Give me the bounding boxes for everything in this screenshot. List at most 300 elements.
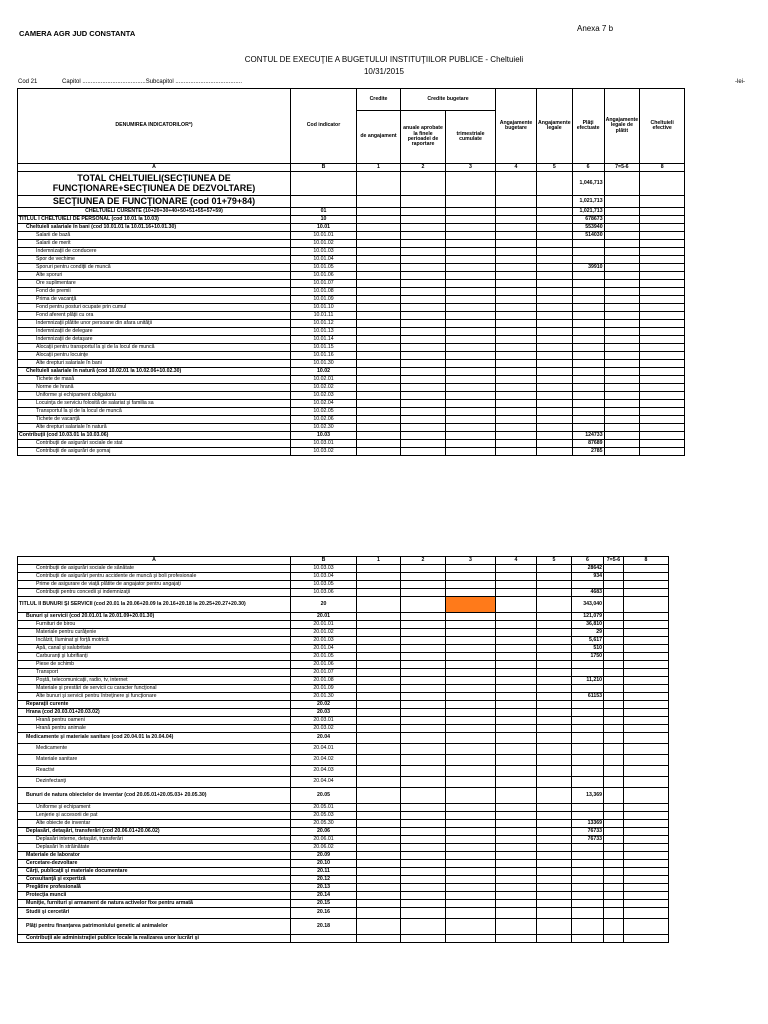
empty-cell <box>604 336 640 344</box>
indicator-name: SECŢIUNEA DE FUNCŢIONARE (cod 01+79+84) <box>18 196 291 208</box>
indicator-name: Consultanţă şi expertiză <box>18 876 291 884</box>
report-date: 10/31/2015 <box>363 67 405 76</box>
indicator-name: Prima de vacanţă <box>18 296 291 304</box>
table-row <box>18 629 669 637</box>
payments-cell <box>572 717 604 725</box>
empty-cell <box>604 876 624 884</box>
empty-cell <box>640 208 685 216</box>
payments-cell <box>572 248 604 256</box>
empty-cell <box>357 232 401 240</box>
table-row <box>18 661 669 669</box>
indicator-code: 10.03.05 <box>291 581 357 589</box>
empty-cell <box>604 613 624 621</box>
payments-cell: 5,617 <box>572 637 604 645</box>
indicator-name: Uniforme şi echipament obligatoriu <box>18 392 291 400</box>
indicator-name: Studii şi cercetări <box>18 908 291 919</box>
empty-cell <box>537 280 573 288</box>
empty-cell <box>446 208 496 216</box>
empty-cell <box>604 661 624 669</box>
empty-cell <box>446 661 496 669</box>
empty-cell <box>604 392 640 400</box>
indicator-name: TOTAL CHELTUIELI(SECŢIUNEA DE FUNCŢIONARE+SECŢIUNEA DE DEZVOLTARE) <box>18 172 291 196</box>
empty-cell <box>604 376 640 384</box>
empty-cell <box>496 755 537 766</box>
empty-cell <box>537 440 573 448</box>
payments-cell: 1,021,713 <box>572 196 604 208</box>
table-row <box>18 725 669 733</box>
table-row <box>18 621 669 629</box>
indicator-name: Transportul la şi de la locul de muncă <box>18 408 291 416</box>
empty-cell <box>357 384 401 392</box>
empty-cell <box>624 777 669 788</box>
table-row <box>18 408 685 416</box>
empty-cell <box>446 360 496 368</box>
payments-cell <box>572 280 604 288</box>
empty-cell <box>624 669 669 677</box>
table-row <box>18 669 669 677</box>
table-row <box>18 677 669 685</box>
empty-cell <box>624 589 669 597</box>
empty-cell <box>537 744 572 755</box>
empty-cell <box>357 448 401 456</box>
empty-cell <box>537 820 572 828</box>
empty-cell <box>624 744 669 755</box>
empty-cell <box>624 677 669 685</box>
payments-cell <box>572 272 604 280</box>
empty-cell <box>640 384 685 392</box>
empty-cell <box>537 892 572 900</box>
indicator-code: 20.01 <box>291 613 357 621</box>
empty-cell <box>357 788 401 804</box>
indicator-code: 20.10 <box>291 860 357 868</box>
indicator-code: 20.01.05 <box>291 653 357 661</box>
empty-cell <box>446 733 496 744</box>
empty-cell <box>357 733 401 744</box>
empty-cell <box>604 812 624 820</box>
empty-cell <box>604 637 624 645</box>
empty-cell <box>357 597 401 613</box>
indicator-name: Contribuţii pentru concedii şi indemnizaţii <box>18 589 291 597</box>
payments-cell <box>572 392 604 400</box>
empty-cell <box>401 766 446 777</box>
empty-cell <box>624 788 669 804</box>
table-row <box>18 172 685 196</box>
empty-cell <box>357 432 401 440</box>
indicator-name: Transport <box>18 669 291 677</box>
empty-cell <box>604 304 640 312</box>
empty-cell <box>401 368 446 376</box>
empty-cell <box>357 935 401 943</box>
empty-cell <box>401 717 446 725</box>
empty-cell <box>496 661 537 669</box>
empty-cell <box>604 328 640 336</box>
empty-cell <box>640 312 685 320</box>
indicator-name: Cărţi, publicaţii şi materiale documentare <box>18 868 291 876</box>
empty-cell <box>357 172 401 196</box>
empty-cell <box>401 777 446 788</box>
empty-cell <box>604 868 624 876</box>
empty-cell <box>604 408 640 416</box>
empty-cell <box>401 876 446 884</box>
empty-cell <box>496 360 537 368</box>
empty-cell <box>357 701 401 709</box>
column-letter: 1 <box>357 164 401 172</box>
indicator-name: Fond pentru posturi ocupate prin cumul <box>18 304 291 312</box>
indicator-name: Contribuţii de asigurări sociale de stat <box>18 440 291 448</box>
empty-cell <box>401 344 446 352</box>
payments-cell <box>572 288 604 296</box>
empty-cell <box>604 836 624 844</box>
empty-cell <box>496 733 537 744</box>
empty-cell <box>624 597 669 613</box>
indicator-name: Cercetare-dezvoltare <box>18 860 291 868</box>
empty-cell <box>537 328 573 336</box>
table-row <box>18 589 669 597</box>
payments-cell: 39910 <box>572 264 604 272</box>
empty-cell <box>401 172 446 196</box>
payments-cell: 934 <box>572 573 604 581</box>
empty-cell <box>604 777 624 788</box>
empty-cell <box>537 868 572 876</box>
empty-cell <box>624 836 669 844</box>
payments-cell: 76733 <box>572 828 604 836</box>
indicator-code: 20.05.03 <box>291 812 357 820</box>
payments-cell <box>572 240 604 248</box>
payments-cell <box>572 852 604 860</box>
empty-cell <box>537 677 572 685</box>
indicator-code: 10.02 <box>291 368 357 376</box>
empty-cell <box>537 777 572 788</box>
empty-cell <box>604 256 640 264</box>
empty-cell <box>604 248 640 256</box>
indicator-name: Lenjerie şi accesorii de pat <box>18 812 291 820</box>
payments-cell <box>572 669 604 677</box>
empty-cell <box>537 232 573 240</box>
empty-cell <box>624 581 669 589</box>
empty-cell <box>401 424 446 432</box>
table-row <box>18 884 669 892</box>
empty-cell <box>537 860 572 868</box>
empty-cell <box>537 581 572 589</box>
column-letters-row <box>18 164 685 172</box>
empty-cell <box>357 224 401 232</box>
empty-cell <box>401 919 446 935</box>
empty-cell <box>496 777 537 788</box>
indicator-name: Norme de hrană <box>18 384 291 392</box>
indicator-code: 20.11 <box>291 868 357 876</box>
empty-cell <box>604 685 624 693</box>
payments-cell: 1,021,713 <box>572 208 604 216</box>
table-row <box>18 908 669 919</box>
empty-cell <box>496 669 537 677</box>
indicator-code: 20.04.01 <box>291 744 357 755</box>
column-letter: 8 <box>640 164 685 172</box>
payments-cell <box>572 755 604 766</box>
empty-cell <box>537 224 573 232</box>
empty-cell <box>537 876 572 884</box>
indicator-code: 20.09 <box>291 852 357 860</box>
indicator-name: Fond aferent plăţii cu ora <box>18 312 291 320</box>
indicator-name: Materiale pentru curăţenie <box>18 629 291 637</box>
column-letter: 7=5-6 <box>604 164 640 172</box>
empty-cell <box>537 884 572 892</box>
empty-cell <box>446 725 496 733</box>
empty-cell <box>624 709 669 717</box>
empty-cell <box>537 216 573 224</box>
empty-cell <box>401 565 446 573</box>
indicator-name: Deplasări în străinătate <box>18 844 291 852</box>
table-row <box>18 384 685 392</box>
empty-cell <box>401 669 446 677</box>
indicator-name: Dezinfectanţi <box>18 777 291 788</box>
indicator-code <box>291 172 357 196</box>
annex-label: Anexa 7 b <box>577 24 614 33</box>
indicator-name: Deplasări, detaşări, transferări (cod 20.06.01+20.06.02) <box>18 828 291 836</box>
empty-cell <box>496 208 537 216</box>
indicator-name: Contribuţii de asigurări de şomaj <box>18 448 291 456</box>
indicator-name: Alte sporuri <box>18 272 291 280</box>
table-row <box>18 280 685 288</box>
empty-cell <box>537 645 572 653</box>
empty-cell <box>496 320 537 328</box>
empty-cell <box>357 629 401 637</box>
indicator-name: Materiale sanitare <box>18 755 291 766</box>
indicator-name: Carburanţi şi lubrifianţi <box>18 653 291 661</box>
empty-cell <box>446 224 496 232</box>
empty-cell <box>496 868 537 876</box>
empty-cell <box>496 573 537 581</box>
indicator-name: Contribuţii ale administraţiei publice locale la realizarea unor lucrări şi <box>18 935 291 943</box>
empty-cell <box>496 852 537 860</box>
empty-cell <box>357 876 401 884</box>
table-row <box>18 637 669 645</box>
table-row <box>18 766 669 777</box>
empty-cell <box>357 416 401 424</box>
empty-cell <box>496 196 537 208</box>
table-row <box>18 876 669 884</box>
indicator-name: Reactivi <box>18 766 291 777</box>
table-row <box>18 581 669 589</box>
empty-cell <box>446 876 496 884</box>
empty-cell <box>446 248 496 256</box>
empty-cell <box>604 384 640 392</box>
payments-cell: 1750 <box>572 653 604 661</box>
empty-cell <box>496 744 537 755</box>
empty-cell <box>640 272 685 280</box>
empty-cell <box>401 621 446 629</box>
indicator-name: Spor de vechime <box>18 256 291 264</box>
empty-cell <box>640 440 685 448</box>
table-row <box>18 336 685 344</box>
table-row <box>18 312 685 320</box>
column-letter: 5 <box>537 164 573 172</box>
empty-cell <box>401 272 446 280</box>
table-row <box>18 208 685 216</box>
empty-cell <box>496 828 537 836</box>
empty-cell <box>640 248 685 256</box>
empty-cell <box>640 392 685 400</box>
empty-cell <box>446 565 496 573</box>
empty-cell <box>604 264 640 272</box>
empty-cell <box>496 766 537 777</box>
empty-cell <box>401 196 446 208</box>
indicator-name: Materiale de laborator <box>18 852 291 860</box>
table-row <box>18 264 685 272</box>
empty-cell <box>446 172 496 196</box>
empty-cell <box>446 336 496 344</box>
empty-cell <box>446 852 496 860</box>
empty-cell <box>446 408 496 416</box>
indicator-name: Furnituri de birou <box>18 621 291 629</box>
table-row <box>18 868 669 876</box>
column-letter: 8 <box>624 557 669 565</box>
payments-cell: 678673 <box>572 216 604 224</box>
indicator-code: 10.02.06 <box>291 416 357 424</box>
indicator-code: 10.01.06 <box>291 272 357 280</box>
indicator-code <box>291 196 357 208</box>
empty-cell <box>401 581 446 589</box>
empty-cell <box>496 416 537 424</box>
empty-cell <box>401 820 446 828</box>
header-anuale: anuale aprobate la finele perioadei de raportare <box>401 111 446 164</box>
table-row <box>18 224 685 232</box>
empty-cell <box>496 216 537 224</box>
payments-cell: 514030 <box>572 232 604 240</box>
empty-cell <box>357 868 401 876</box>
empty-cell <box>496 613 537 621</box>
indicator-name: Pregătire profesională <box>18 884 291 892</box>
empty-cell <box>640 432 685 440</box>
empty-cell <box>446 693 496 701</box>
empty-cell <box>446 589 496 597</box>
empty-cell <box>624 653 669 661</box>
empty-cell <box>537 836 572 844</box>
indicator-code: 20.01.06 <box>291 661 357 669</box>
empty-cell <box>496 352 537 360</box>
empty-cell <box>496 172 537 196</box>
empty-cell <box>604 844 624 852</box>
payments-cell: 87689 <box>572 440 604 448</box>
indicator-name: Contribuţii de asigurări pentru accidente de muncă şi boli profesionale <box>18 573 291 581</box>
payments-cell <box>572 320 604 328</box>
table-row <box>18 440 685 448</box>
indicator-code: 10.01.03 <box>291 248 357 256</box>
empty-cell <box>446 440 496 448</box>
payments-cell: 1,046,713 <box>572 172 604 196</box>
indicator-code: 20.04.03 <box>291 766 357 777</box>
empty-cell <box>401 701 446 709</box>
empty-cell <box>496 272 537 280</box>
empty-cell <box>401 661 446 669</box>
empty-cell <box>496 876 537 884</box>
empty-cell <box>357 288 401 296</box>
empty-cell <box>446 416 496 424</box>
empty-cell <box>496 408 537 416</box>
empty-cell <box>401 384 446 392</box>
indicator-code: 20.16 <box>291 908 357 919</box>
empty-cell <box>401 589 446 597</box>
indicator-code: 20.12 <box>291 876 357 884</box>
empty-cell <box>401 836 446 844</box>
payments-cell <box>572 352 604 360</box>
empty-cell <box>496 312 537 320</box>
table-row <box>18 272 685 280</box>
empty-cell <box>446 804 496 812</box>
empty-cell <box>496 392 537 400</box>
empty-cell <box>357 196 401 208</box>
empty-cell <box>640 376 685 384</box>
empty-cell <box>401 788 446 804</box>
empty-cell <box>446 717 496 725</box>
empty-cell <box>496 224 537 232</box>
indicator-code: 20.04 <box>291 733 357 744</box>
empty-cell <box>401 852 446 860</box>
empty-cell <box>401 264 446 272</box>
indicator-name: Materiale şi prestări de servicii cu caracter funcţional <box>18 685 291 693</box>
column-letters-row <box>18 557 669 565</box>
empty-cell <box>624 717 669 725</box>
empty-cell <box>537 264 573 272</box>
empty-cell <box>496 884 537 892</box>
indicator-code: 10.01.30 <box>291 360 357 368</box>
empty-cell <box>446 264 496 272</box>
empty-cell <box>624 908 669 919</box>
empty-cell <box>640 368 685 376</box>
payments-cell <box>572 701 604 709</box>
payments-cell: 13369 <box>572 820 604 828</box>
empty-cell <box>537 637 572 645</box>
empty-cell <box>357 400 401 408</box>
empty-cell <box>357 328 401 336</box>
indicator-code: 20.02 <box>291 701 357 709</box>
indicator-code: 10.03.01 <box>291 440 357 448</box>
empty-cell <box>537 589 572 597</box>
empty-cell <box>446 637 496 645</box>
indicator-name: Apă, canal şi salubritate <box>18 645 291 653</box>
empty-cell <box>604 589 624 597</box>
indicator-code: 10.02.02 <box>291 384 357 392</box>
empty-cell <box>624 919 669 935</box>
payments-cell <box>572 416 604 424</box>
column-letter: 2 <box>401 164 446 172</box>
empty-cell <box>446 216 496 224</box>
empty-cell <box>401 352 446 360</box>
empty-cell <box>357 677 401 685</box>
indicator-code: 10.03.04 <box>291 573 357 581</box>
empty-cell <box>357 240 401 248</box>
empty-cell <box>401 828 446 836</box>
empty-cell <box>624 900 669 908</box>
column-letter: A <box>18 164 291 172</box>
empty-cell <box>357 766 401 777</box>
empty-cell <box>640 336 685 344</box>
empty-cell <box>357 368 401 376</box>
empty-cell <box>604 208 640 216</box>
empty-cell <box>624 661 669 669</box>
empty-cell <box>446 766 496 777</box>
empty-cell <box>357 392 401 400</box>
empty-cell <box>446 240 496 248</box>
empty-cell <box>446 844 496 852</box>
empty-cell <box>496 440 537 448</box>
empty-cell <box>604 908 624 919</box>
empty-cell <box>496 717 537 725</box>
indicator-name: Protecţia muncii <box>18 892 291 900</box>
empty-cell <box>446 312 496 320</box>
indicator-code: 10.03.06 <box>291 589 357 597</box>
empty-cell <box>604 581 624 589</box>
empty-cell <box>446 788 496 804</box>
